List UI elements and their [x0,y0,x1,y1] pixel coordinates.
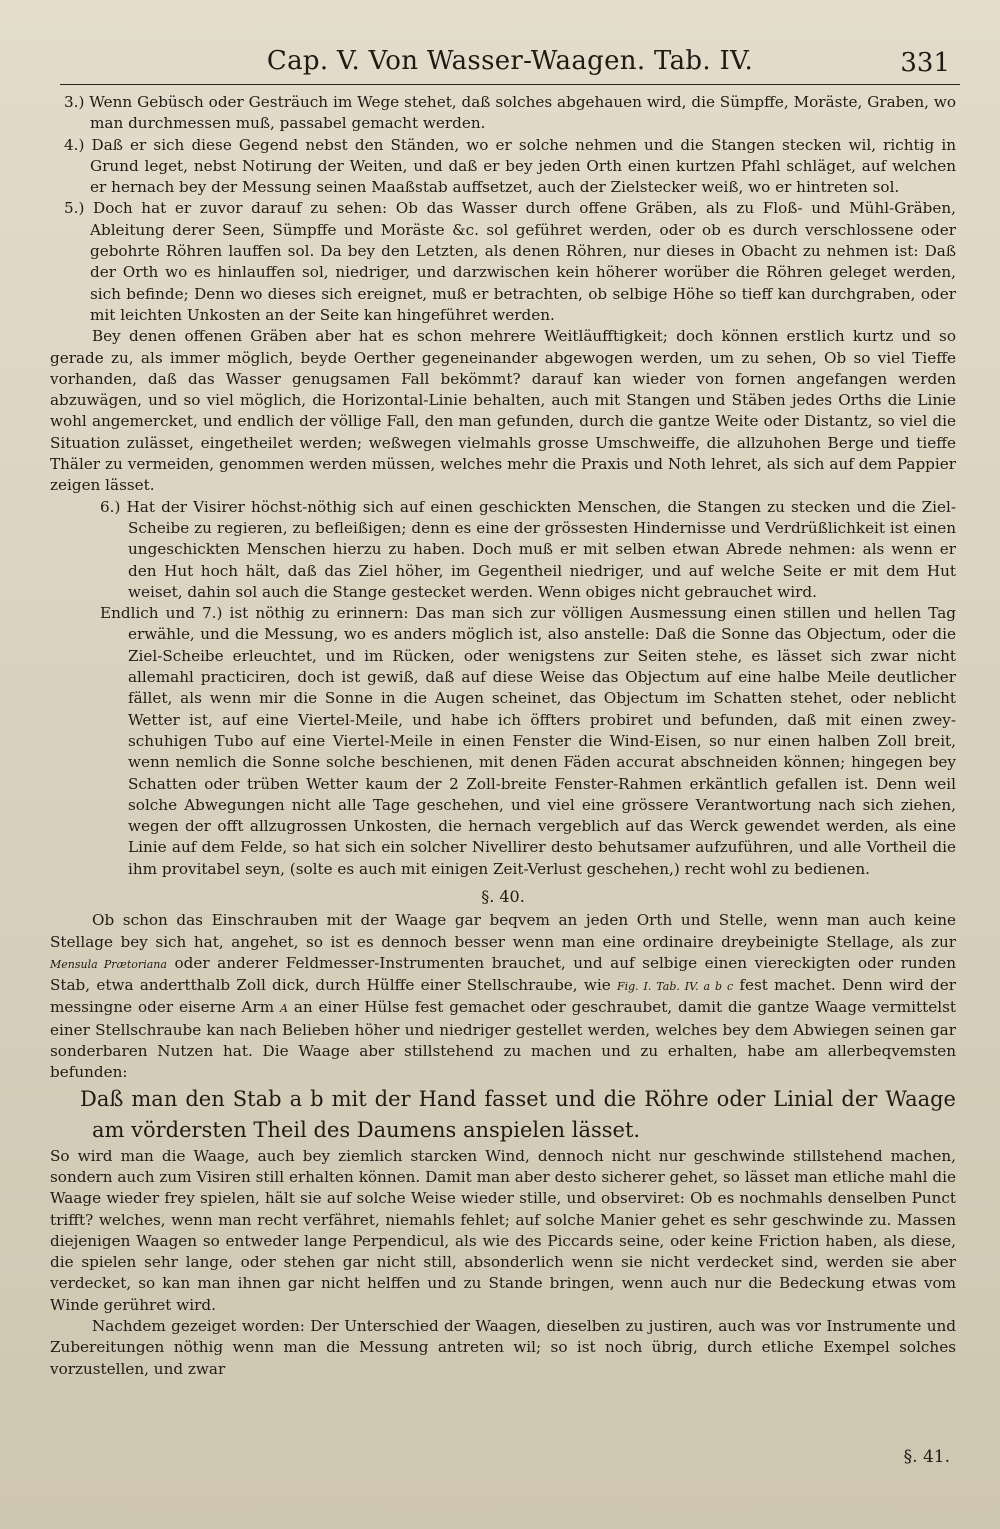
paragraph-stand-text-g: an einer Hülse fest gemachet oder geschraubet, damit die gantze Waage vermittelst einer Stellschraube kan nach Belieben höher und niedriger gestellet werden, welches bey dem Abwiegen seinen gar sonderbaren Nutzen hat. Die Waage aber stillstehend zu machen und zu erhalten, habe am allerbeqvemsten befunden: [50,998,956,1082]
page-number: 331 [900,48,950,78]
paragraph-stand [50,910,956,1083]
emphasized-instruction: Daß man den Stab a b mit der Hand fasset und die Röhre oder Linial der Waage am vördersten Theil des Daumens anspielen lässet. [80,1086,956,1142]
section-heading: §. 40. [481,886,525,906]
paragraph-open-ditches: Bey denen offenen Gräben aber hat es schon mehrere Weitläufftigkeit; doch können erstlich kurtz und so gerade zu, als immer möglich, beyde Oerther gegeneinander abgewogen werden, um zu sehen, Ob so viel Tieffe vorhanden, daß das Wasser genugsamen Fall bekömmt? darauf kan wieder von fornen angefangen werden abzuwägen, und so viel möglich, die Horizontal-Linie behalten, auch mit Stangen und Stäben jedes Orths die Linie wohl angemercket, und endlich der völlige Fall, den man gefunden, durch die gantze Weite oder Distantz, so viel die Situation zulässet, eingetheilet werden; weßwegen vielmahls grosse Umschweiffe, die allzuhohen Berge und tieffe Thäler zu vermeiden, genommen werden müssen, welches mehr die Praxis und Noth lehret, als sich auf dem Pappier zeigen lässet. [50,327,956,495]
mensula-term: Mensula Prætoriana [50,957,167,971]
arm-label: A [280,1002,288,1016]
paragraph-conclusion: Nachdem gezeiget worden: Der Unterschied der Waagen, dieselben zu justiren, auch was vor Instrumente und Zubereitungen nöthig wenn man die Messung antreten wil; so ist noch übrig, durch etliche Exempel solches vorzustellen, und zwar [50,1317,956,1378]
paragraph-stand-text-e: fest machet. Denn wird der messingne oder eiserne Arm [50,976,956,1017]
list-item-3: 3.) Wenn Gebüsch oder Gesträuch im Wege stehet, daß solches abgehauen wird, die Sümpffe, Moräste, Graben, wo man durchmessen muß, passabel gemacht werden. [64,93,956,133]
list-item-5: 5.) Doch hat er zuvor darauf zu sehen: Ob das Wasser durch offene Gräben, als zu Floß- und Mühl-Gräben, Ableitung derer Seen, Sümpffe und Moräste &c. sol geführet werden, oder ob es durch verschlossene oder gebohrte Röhren lauffen sol. Da bey den Letzten, als denen Röhren, nur dieses in Obacht zu nehmen ist: Daß der Orth wo es hinlauffen sol, niedriger, und darzwischen kein höherer worüber die Röhren geleget werden, sich befinde; Denn wo dieses sich ereignet, muß er betrachten, ob selbige Höhe so tieff kan durchgraben, oder mit leichten Unkosten an der Seite kan hingeführet werden. [64,199,956,324]
running-title: Cap. V. Von Wasser-Waagen. Tab. IV. [266,46,754,76]
catchword: §. 41. [903,1447,950,1467]
paragraph-stand-text-c: oder anderer Feldmesser-Instrumenten brauchet, und auf selbige einen viereckigten oder runden Stab, etwa andertthalb Zoll dick, durch Hülffe einer Stellschraube, wie [50,953,956,995]
paragraph-steady-level: So wird man die Waage, auch bey ziemlich starcken Wind, dennoch nicht nur geschwinde stillstehend machen, sondern auch zum Visiren still erhalten können. Damit man aber desto sicherer gehet, so lässet man etliche mahl die Waage wieder frey spielen, hält sie auf solche Weise wieder stille, und observiret: Ob es nochmahls denselben Punct trifft? welches, wenn man recht verfähret, niemahls fehlet; auf solche Manier gehet es sehr geschwinde zu. Massen diejenigen Waagen so entweder lange Perpendicul, als wie des Piccards seine, oder keine Friction haben, als diese, die spielen sehr lange, oder stehen gar nicht still, absonderlich wenn sie nicht verdecket sind, werden sie aber verdecket, so kan man ihnen gar nicht helffen und zu Stande bringen, wenn auch nur die Bedeckung etwas vom Winde gerühret wird. [50,1146,956,1314]
page-body [50,92,956,1380]
figure-reference: Fig. I. Tab. IV. a b c [616,980,734,994]
running-header [60,44,960,85]
list-item-4: 4.) Daß er sich diese Gegend nebst den Ständen, wo er solche nehmen und die Stangen stecken wil, richtig in Grund leget, nebst Notirung der Weiten, und daß er bey jeden Orth einen kurtzen Pfahl schläget, auf welchen er hernach bey der Messung seinen Maaßstab auffsetzet, auch der Zielstecker weiß, wo er hintreten sol. [64,135,956,197]
list-item-6: 6.) Hat der Visirer höchst-nöthig sich auf einen geschickten Menschen, die Stangen zu stecken und die Ziel-Scheibe zu regieren, zu befleißigen; denn es eine der grössesten Hindernisse und Verdrüßlichkeit ist einen ungeschickten Menschen hierzu zu haben. Doch muß er mit selben etwan Abrede nehmen: als wenn er den Hut hoch hält, daß das Ziel höher, im Gegentheil niedriger, und auf welche Seite er mit dem Hut weiset, dahin sol auch die Stange gestecket werden. Wenn obiges nicht gebrauchet wird. [100,497,956,601]
list-item-7: Endlich und 7.) ist nöthig zu erinnern: Das man sich zur völligen Ausmessung einen stillen und hellen Tag erwähle, und die Messung, wo es anders möglich ist, also anstelle: Daß die Sonne das Objectum, oder die Ziel-Scheibe erleuchtet, und im Rücken, oder wenigstens zur Seiten stehe, es lässet sich zwar nicht allemahl practiciren, doch ist gewiß, daß auf diese Weise das Objectum auf eine halbe Meile deutlicher fället, als wenn mir die Sonne in die Augen scheinet, das Objectum im Schatten stehet, oder neblicht Wetter ist, auf eine Viertel-Meile, und habe ich öffters probiret und befunden, daß mit einen zwey-schuhigen Tubo auf eine Viertel-Meile in einen Fenster die Wind-Eisen, so nur einen halben Zoll breit, wenn nemlich die Sonne solche beschienen, mit denen Fäden accurat abschneiden können; hingegen bey Schatten oder trüben Wetter kaum der 2 Zoll-breite Fenster-Rahmen erkäntlich gefallen ist. Denn weil solche Abwegungen nicht alle Tage geschehen, und viel eine grössere Verantwortung nach sich ziehen, wegen der offt allzugrossen Unkosten, die hernach vergeblich auf das Werck gewendet werden, als eine Linie auf dem Felde, so hat sich ein solcher Nivellirer desto behutsamer aufzuführen, und alle Vortheil die ihm provitabel seyn, (solte es auch mit einigen Zeit-Verlust geschehen,) recht wohl zu bedienen. [100,604,956,878]
paragraph-stand-text-a: Ob schon das Einschrauben mit der Waage gar beqvem an jeden Orth und Stelle, wenn man auch keine Stellage bey sich hat, angehet, so ist es dennoch besser wenn man eine ordinaire dreybeinigte Stellage, als zur [50,911,956,951]
